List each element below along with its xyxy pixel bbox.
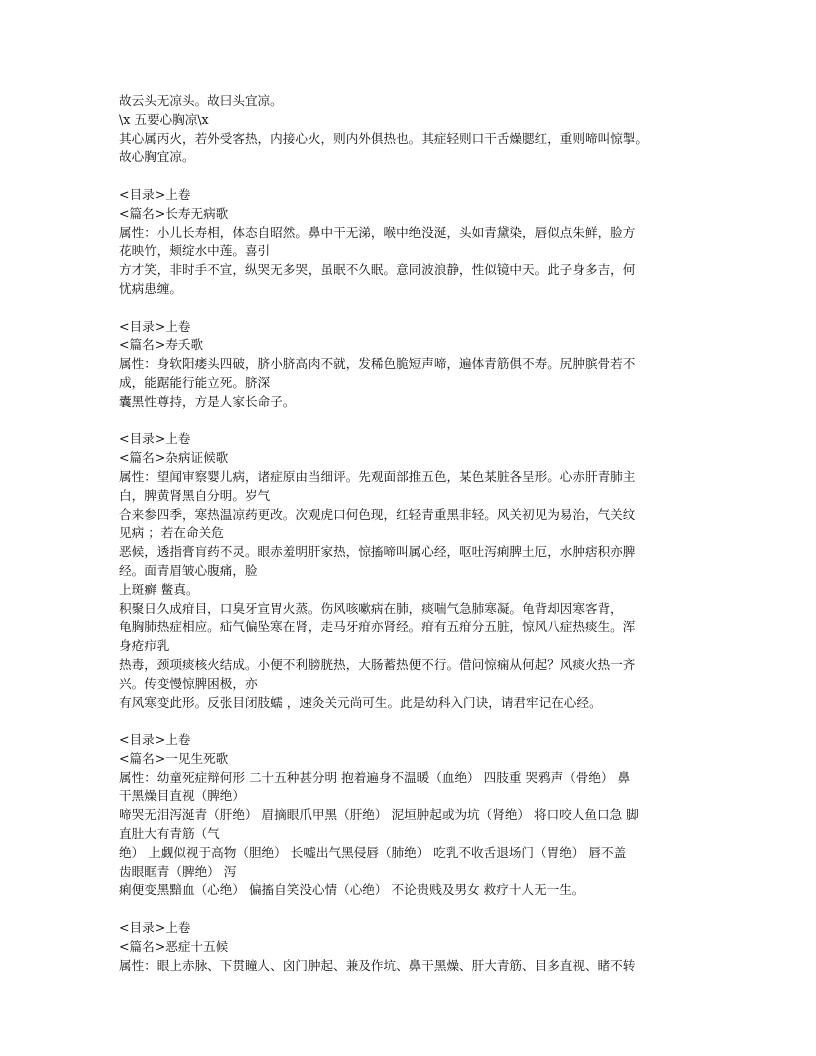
text-line: <目录>上卷: [119, 318, 191, 334]
text-line: 故心胸宜凉。: [119, 149, 195, 165]
paragraph-gap: [119, 167, 699, 186]
text-line: <篇名>一见生死歌: [119, 750, 229, 766]
text-line: 其心属丙火，若外受客热，内接心火，则内外俱热也。其症轻则口干舌燥腮红，重则啼叫惊掣。: [119, 130, 648, 146]
text-line: 啼哭无泪泻涎青（肝绝） 眉摘眼爪甲黑（肝绝） 泥垣肿起或为坑（肾绝） 将口咬人鱼口急 脚: [119, 807, 639, 823]
text-line: <篇名>寿夭歌: [119, 337, 204, 353]
text-line: 方才笑，非时手不宣，纵哭无多哭，虽眠不久眠。意同波浪静，性似镜中天。此子身多吉，何: [119, 262, 636, 278]
text-line: 上斑癣 鳖真。: [119, 581, 199, 597]
text-line: 绝） 上觑似视于高物（胆绝） 长嘘出气黑侵唇（肺绝） 吃乳不收舌退场门（胃绝） 唇不盖: [119, 844, 627, 860]
text-line: <篇名>恶症十五候: [119, 938, 229, 954]
text-line: 热毒，颈项痰核火结成。小便不利膀胱热，大肠蓄热便不行。借问惊痫从何起？风痰火热一齐: [119, 656, 636, 672]
text-line: 见病 ；若在命关危: [119, 525, 224, 541]
text-line: 齿眼眶青（脾绝） 泻: [119, 863, 237, 879]
text-line: 经。面青眉皱心腹痛，脸: [119, 562, 258, 578]
text-line: 龟胸肺热症相应。疝气偏坠寒在肾，走马牙疳亦肾经。疳有五疳分五脏，惊风八症热痰生。浑: [119, 619, 636, 635]
text-line: <目录>上卷: [119, 732, 191, 748]
text-line: 直肚大有青筋（气: [119, 826, 220, 842]
text-line: 兴。传变慢惊脾困极，亦: [119, 675, 258, 691]
text-line: 属性：望闻审察婴儿病，诸症原由当细评。先观面部推五色，某色某脏各呈形。心赤肝青肺主: [119, 468, 636, 484]
text-line: 身疮疖乳: [119, 638, 170, 654]
text-line: 白，脾黄肾黑自分明。岁气: [119, 487, 271, 503]
text-line: 痢便变黑黯血（心绝） 偏搐自笑没心情（心绝） 不论贵贱及男女 救疗十人无一生。: [119, 882, 585, 898]
text-line: 积聚日久成疳目，口臭牙宣胃火蒸。伤风咳嗽病在肺，痰喘气急肺寒凝。龟背却因寒客背，: [119, 600, 623, 616]
text-line: 属性：身软阳痿头四破，脐小脐高肉不就，发稀色脆短声啼，遍体青筋俱不寿。尻肿膑骨若不: [119, 356, 636, 372]
paragraph-gap: [119, 412, 699, 431]
text-line: <目录>上卷: [119, 186, 191, 202]
text-line: 囊黑性尊持，方是人家长命子。: [119, 393, 296, 409]
text-line: 故云头无凉头。故曰头宜凉。: [119, 93, 283, 108]
text-line: 恶候，透指膏肓药不灵。眼赤羞明肝家热，惊搐啼叫属心经，呕吐泻痢脾土厄，水肿痞积亦脾: [119, 544, 636, 560]
text-line: 忧病患缠。: [119, 280, 182, 296]
text-line: 合来参四季，寒热温凉药更改。次观虎口何色现，红轻青重黑非轻。风关初见为易治，气关纹: [119, 506, 636, 522]
document-page: [119, 92, 699, 975]
text-line: <篇名>长寿无病歌: [119, 205, 229, 221]
text-line: 干黑燥目直视（脾绝）: [119, 788, 245, 804]
text-line: 属性：小儿长寿相，体态自昭然。鼻中干无涕，喉中绝没涎，头如青黛染，唇似点朱鲜，脸方: [119, 224, 636, 240]
text-line: 属性：眼上赤脉、下贯瞳人、囟门肿起、兼及作坑、鼻干黑燥、肝大青筋、目多直视、睹不转: [119, 957, 636, 973]
text-line: 有风寒变此形。反张目闭肢蠕 ，速灸关元尚可生。此是幼科入门诀，请君牢记在心经。: [119, 694, 602, 710]
paragraph-gap: [119, 299, 699, 318]
text-line: <目录>上卷: [119, 431, 191, 447]
text-line: \x 五要心胸凉\x: [119, 111, 209, 127]
paragraph-gap: [119, 712, 699, 731]
text-line: <目录>上卷: [119, 920, 191, 936]
text-line: 成，能踞能行能立死。脐深: [119, 374, 271, 390]
text-line: 属性：幼童死症辩何形 二十五种甚分明 抱着遍身不温暖（血绝） 四肢重 哭鸦声（骨绝） 鼻: [119, 769, 631, 785]
paragraph-gap: [119, 900, 699, 919]
text-line: 花映竹，颊绽水中莲。喜引: [119, 243, 271, 259]
text-line: <篇名>杂病证候歌: [119, 450, 229, 466]
